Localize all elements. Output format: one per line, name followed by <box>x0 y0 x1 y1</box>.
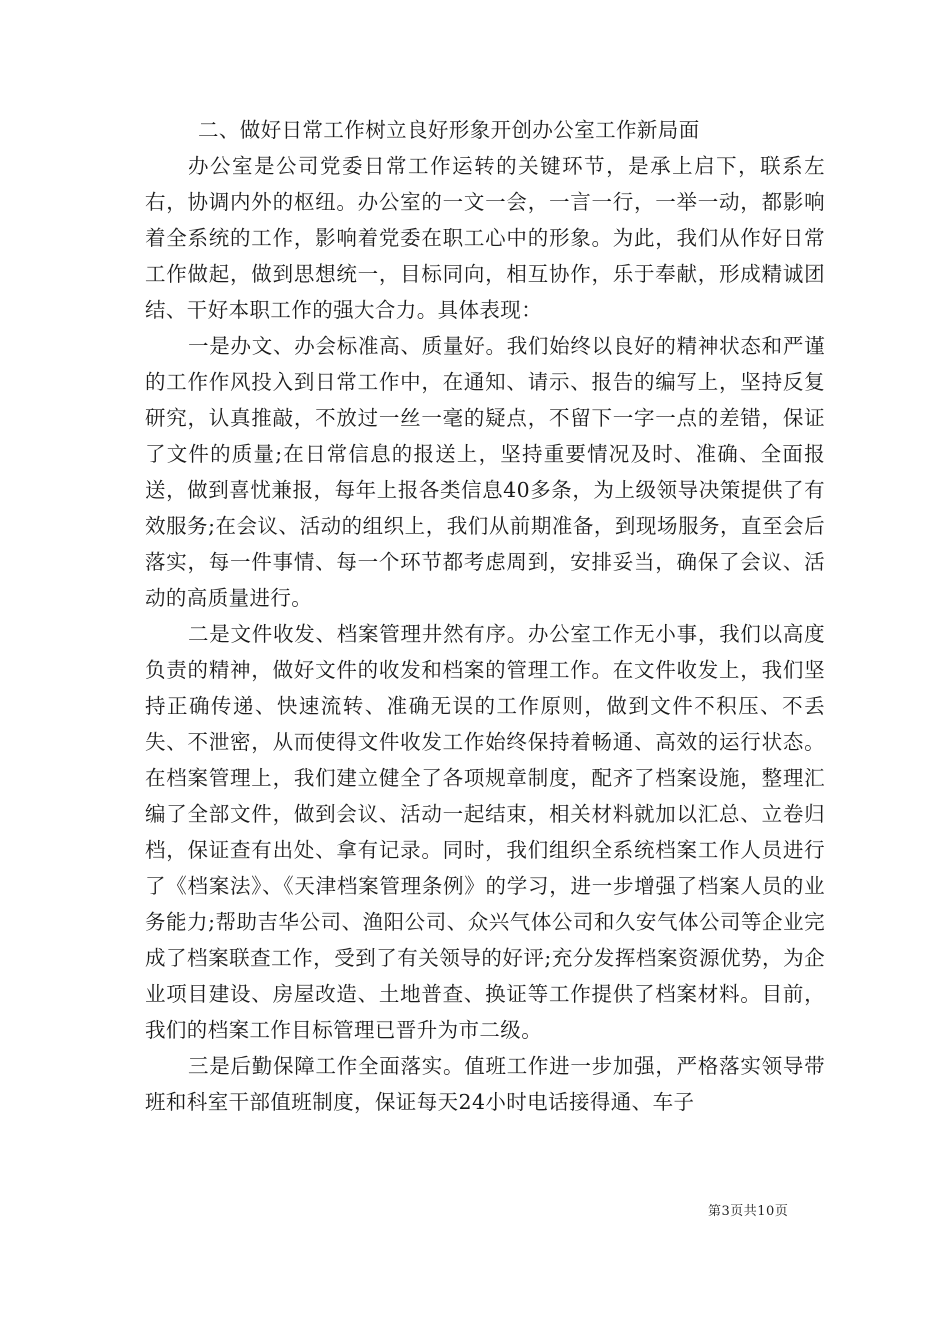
paragraph-point-three: 三是后勤保障工作全面落实。值班工作进一步加强，严格落实领导带班和科室干部值班制度，保证每天24小时电话接得通、车子 <box>145 1054 825 1114</box>
paragraph-point-two: 二是文件收发、档案管理井然有序。办公室工作无小事，我们以高度负责的精神，做好文件的收发和档案的管理工作。在文件收发上，我们坚持正确传递、快速流转、准确无误的工作原则，做到文件不积压、不丢失、不泄密，从而使得文件收发工作始终保持着畅通、高效的运行状态。在档案管理上，我们建立健全了各项规章制度，配齐了档案设施，整理汇编了全部文件，做到会议、活动一起结束，相关材料就加以汇总、立卷归档，保证查有出处、拿有记录。同时，我们组织全系统档案工作人员进行了《档案法》、《天津档案管理条例》的学习，进一步增强了档案人员的业务能力;帮助吉华公司、渔阳公司、众兴气体公司和久安气体公司等企业完成了档案联查工作，受到了有关领导的好评;充分发挥档案资源优势，为企业项目建设、房屋改造、土地普查、换证等工作提供了档案材料。目前，我们的档案工作目标管理已晋升为市二级。 <box>145 622 825 1042</box>
section-heading: 二、做好日常工作树立良好形象开创办公室工作新局面 <box>198 118 700 142</box>
page-number-footer: 第3页共10页 <box>708 1204 789 1219</box>
document-page <box>145 112 825 1120</box>
paragraph-point-one: 一是办文、办会标准高、质量好。我们始终以良好的精神状态和严谨的工作作风投入到日常工作中，在通知、请示、报告的编写上，坚持反复研究，认真推敲，不放过一丝一毫的疑点，不留下一字一点的差错，保证了文件的质量;在日常信息的报送上，坚持重要情况及时、准确、全面报送，做到喜忧兼报，每年上报各类信息40多条，为上级领导决策提供了有效服务;在会议、活动的组织上，我们从前期准备，到现场服务，直至会后落实，每一件事情、每一个环节都考虑周到，安排妥当，确保了会议、活动的高质量进行。 <box>145 334 825 610</box>
paragraph-intro: 办公室是公司党委日常工作运转的关键环节，是承上启下，联系左右，协调内外的枢纽。办公室的一文一会，一言一行，一举一动，都影响着全系统的工作，影响着党委在职工心中的形象。为此，我们从作好日常工作做起，做到思想统一，目标同向，相互协作，乐于奉献，形成精诚团结、干好本职工作的强大合力。具体表现： <box>145 154 825 322</box>
